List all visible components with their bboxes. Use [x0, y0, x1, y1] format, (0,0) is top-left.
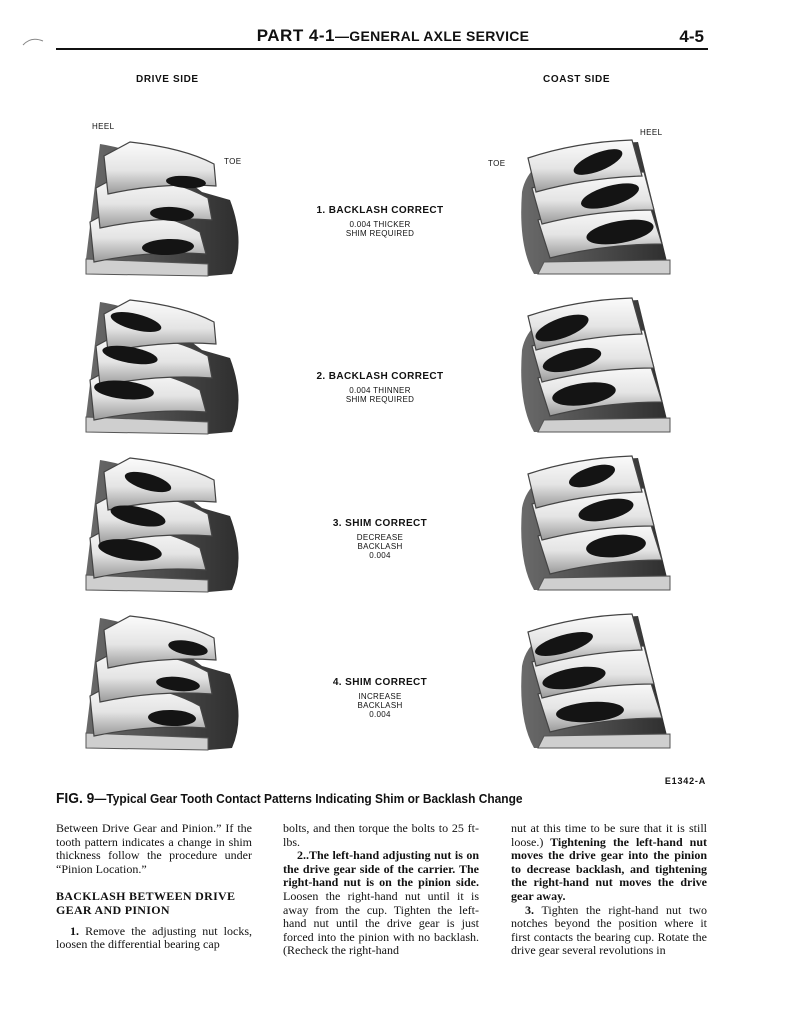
figure-caption-text: —Typical Gear Tooth Contact Patterns Indicating Shim or Backlash Change — [94, 791, 523, 806]
step-2-emphasis: .The left-hand adjusting nut is on the drive gear side of the carrier. The right-hand nut is on the pinion side. — [283, 848, 479, 890]
body-column-2 — [283, 822, 479, 958]
tightening-emphasis: Tightening the left-hand nut moves the drive gear into the pinion to decrease backlash, and tightening the right-hand nut moves the drive gear away. — [511, 834, 707, 903]
pattern-title-3: 3. SHIM CORRECT — [332, 518, 428, 529]
figure-label: FIG. 9 — [56, 790, 95, 807]
pattern-title-4: 4. SHIM CORRECT — [332, 677, 428, 688]
step-1-text: Remove the adjusting nut locks, loosen the differential bearing cap — [56, 923, 253, 952]
pattern-note-3-line-1: DECREASE — [356, 533, 404, 542]
paragraph-recheck-nut — [511, 822, 707, 904]
coast-side-gear-2 — [508, 292, 678, 438]
section-heading-backlash: BACKLASH BETWEEN DRIVE GEAR AND PINION — [56, 889, 236, 917]
part-subtitle: —GENERAL AXLE SERVICE — [335, 28, 530, 44]
figure-caption — [56, 790, 523, 807]
pattern-note-2-line-1: 0.004 THINNER — [349, 386, 411, 395]
step-3-paragraph — [511, 904, 707, 958]
step-1-paragraph — [56, 925, 252, 952]
pattern-note-1-line-2: SHIM REQUIRED — [345, 229, 415, 238]
step-3-text: Tighten the right-hand nut two notches beyond the position where it first contacts the bearing cup. Rotate the drive gear several revolutions in — [511, 902, 707, 958]
step-2-text: Loosen the right-hand nut until it is away from the cup. Tighten the left-hand nut until the drive gear is just forced into the pinion with no backlash. (Recheck the right-hand — [283, 888, 479, 958]
step-3-number: 3. — [525, 902, 534, 917]
drive-side-heading: DRIVE SIDE — [136, 74, 199, 85]
coast-side-gear-3 — [508, 450, 678, 596]
pattern-caption-1 — [300, 205, 460, 238]
drive-side-gear-1 — [80, 134, 246, 280]
coast-side-heading: COAST SIDE — [543, 74, 611, 85]
step-2-number: 2. — [297, 848, 306, 863]
recheck-text: nut at this time to be sure that it is still loose.) — [511, 821, 707, 849]
pattern-caption-4 — [300, 677, 460, 719]
figure-code: E1342-A — [664, 776, 706, 786]
pattern-caption-2 — [300, 371, 460, 404]
paragraph-torque-bolts: bolts, and then torque the bolts to 25 ft-lbs. — [283, 821, 479, 849]
drive-toe-label: TOE — [224, 157, 242, 166]
header-rule — [56, 48, 708, 50]
coast-side-gear-4 — [508, 608, 678, 754]
pattern-note-4-line-1: INCREASE — [358, 692, 402, 701]
pattern-caption-3 — [300, 518, 460, 560]
pattern-title-2: 2. BACKLASH CORRECT — [316, 371, 444, 382]
pattern-note-3-line-2: BACKLASH — [357, 542, 403, 551]
pattern-note-3-line-3: 0.004 — [369, 551, 391, 560]
paragraph-pinion-reference: Between Drive Gear and Pinion.” If the tooth pattern indicates a change in shim thickness follow the procedure under “Pinion Location.” — [56, 821, 252, 876]
part-number: PART 4-1 — [256, 26, 335, 45]
pattern-note-4-line-2: BACKLASH — [357, 701, 403, 710]
page-header-title — [0, 26, 786, 46]
pattern-note-1-line-1: 0.004 THICKER — [349, 220, 411, 229]
coast-toe-label: TOE — [488, 159, 506, 168]
drive-side-gear-4 — [80, 608, 246, 754]
body-column-3 — [511, 822, 707, 958]
drive-side-gear-3 — [80, 450, 246, 596]
pattern-note-2-line-2: SHIM REQUIRED — [345, 395, 415, 404]
drive-side-gear-2 — [80, 292, 246, 438]
body-column-1 — [56, 822, 252, 952]
page-number: 4-5 — [679, 27, 704, 46]
drive-heel-label: HEEL — [92, 122, 115, 131]
coast-heel-label: HEEL — [640, 128, 663, 137]
step-2-paragraph — [283, 849, 479, 958]
pattern-title-1: 1. BACKLASH CORRECT — [316, 205, 444, 216]
pattern-note-4-line-3: 0.004 — [369, 710, 391, 719]
coast-side-gear-1 — [508, 134, 678, 280]
step-1-number: 1. — [70, 923, 79, 938]
